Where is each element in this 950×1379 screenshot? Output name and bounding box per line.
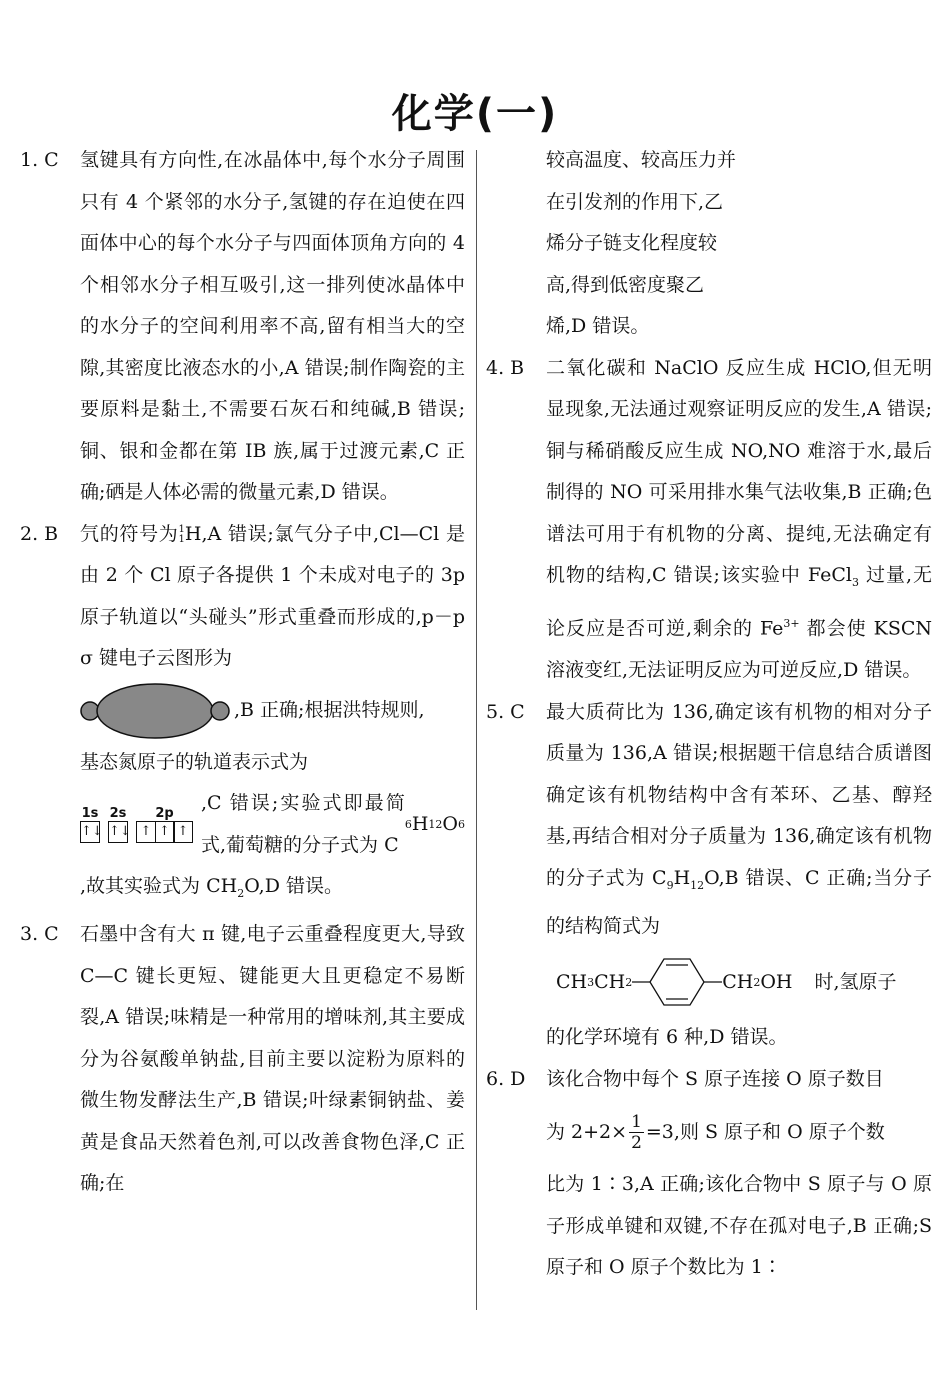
up-arrow-icon: ↑ xyxy=(136,821,156,843)
answer-1 xyxy=(20,140,465,514)
answer-3 xyxy=(20,914,465,1205)
column-divider xyxy=(476,150,477,1310)
answer-explanation: 氕的符号为 1 1 H,A 错误;氯气分子中,Cl—Cl 是由 2 个 Cl 原子各提供 1 个未成对电子的 3p 原子轨道以“头碰头”形式重叠而形成的,p－p σ 键电子云图形为 ,B 正确;根据洪特规则, 基态氮原子的轨道表示式为 1s ↑↓ 2s ↑↓ 2p ↑ ↑ ↑ ,C 错误;实验式即最简式,葡萄糖的分子式为 C 6 H 12 O 6 ,故其实验式为 $CH_2O,D$ 错误。 xyxy=(80,522,465,900)
answer-number: 5. C xyxy=(486,700,525,723)
answer-number: 4. B xyxy=(486,356,525,379)
up-down-arrow-icon: ↑↓ xyxy=(80,821,100,843)
right-column xyxy=(486,140,932,1289)
answer-number: 2. B xyxy=(20,522,59,545)
answer-number: 3. C xyxy=(20,923,59,946)
up-arrow-icon: ↑ xyxy=(155,821,175,843)
page-title: 化学(一) xyxy=(391,91,559,137)
sigma-bond-cloud-diagram xyxy=(80,681,230,741)
answer-2 xyxy=(20,514,465,915)
orbital-1s: 1s ↑↓ xyxy=(80,807,100,843)
orbital-2p: 2p ↑ ↑ ↑ xyxy=(136,807,193,843)
structural-formula: CH 3 CH 2 CH 2 OH 时,氢原子 xyxy=(546,947,932,1017)
orbital-diagram-row: 1s ↑↓ 2s ↑↓ 2p ↑ ↑ ↑ ,C 错误;实验式即最简式,葡萄糖的分子式为 C 6 H 12 O 6 xyxy=(81,792,465,856)
answer-explanation: 该化合物中每个 S 原子连接 O 原子数目 为 2+2× $\frac{1}{2}$ =3,则 S 原子和 O 原子个数 比为 1∶3,A 正确;该化合物中 S 原子与 O 原子形成单键和双键,不存在孤对电子,B 正确;S 原子和 O 原子个数比为 1∶ xyxy=(546,1067,932,1279)
answer-number: 1. C xyxy=(20,149,59,171)
benzene-ring-icon xyxy=(632,954,722,1010)
orbital-2s: 2s ↑↓ xyxy=(108,807,128,843)
up-down-arrow-icon: ↑↓ xyxy=(108,821,128,843)
answer-5 xyxy=(486,692,932,1059)
answer-4 xyxy=(486,348,932,692)
answer-explanation: 氢键具有方向性,在冰晶体中,每个水分子周围只有 4 个紧邻的水分子,氢键的存在迫使在四面体中心的每个水分子与四面体顶角方向的 4 个相邻水分子相互吸引,这一排列使冰晶体中的水分子的空间利用率不高,留有相当大的空隙,其密度比液态水的小,A 错误;制作陶瓷的主要原料是黏土,不需要石灰石和纯碱,B 错误;铜、银和金都在第 IB 族,属于过渡元素,C 正确;硒是人体必需的微量元素,D 错误。 xyxy=(80,149,465,503)
nuclide-index: 1 1 xyxy=(178,523,185,545)
answer-3-continued: 较高温度、较高压力并 在引发剂的作用下,乙 烯分子链支化程度较 高,得到低密度聚乙 烯,D 错误。 xyxy=(546,149,737,337)
answer-6 xyxy=(486,1059,932,1289)
answer-explanation: 二氧化碳和 NaClO 反应生成 HClO,但无明显现象,无法通过观察证明反应的发生,A 错误;铜与稀硝酸反应生成 NO,NO 难溶于水,最后制得的 NO 可采用排水集气法收集,B 正确;色谱法可用于有机物的分离、提纯,无法确定有机物的结构,C 错误;该实验中 FeCl$_3$ 过量,无论反应是否可逆,剩余的 $Fe^{3+}$ 都会使 KSCN 溶液变红,无法证明反应为可逆反应,D 错误。 xyxy=(546,356,933,682)
left-column xyxy=(20,140,465,1205)
fraction: $\frac{1}{2}$ xyxy=(631,1111,642,1153)
up-arrow-icon: ↑ xyxy=(173,821,193,843)
answer-explanation: 石墨中含有大 π 键,电子云重叠程度更大,导致 C—C 键长更短、键能更大且更稳定不易断裂,A 错误;味精是一种常用的增味剂,其主要成分为谷氨酸单钠盐,目前主要以淀粉为原料的微生物发酵法生产,B 错误;叶绿素铜钠盐、姜黄是食品天然着色剂,可以改善食物色泽,C 正确;在 xyxy=(80,923,465,1195)
answer-number: 6. D xyxy=(486,1067,526,1090)
answer-explanation: 最大质荷比为 136,确定该有机物的相对分子质量为 136,A 错误;根据题干信息结合质谱图确定该有机物结构中含有苯环、乙基、醇羟基,再结合相对分子质量为 136,确定该有机物的分子式为 $C_9H_{12}O,B$ 错误、C 正确;当分子的结构简式为 CH 3 CH 2 CH 2 OH 时,氢原子 的化学环境有 6 种,D 错误。 xyxy=(546,700,933,1049)
